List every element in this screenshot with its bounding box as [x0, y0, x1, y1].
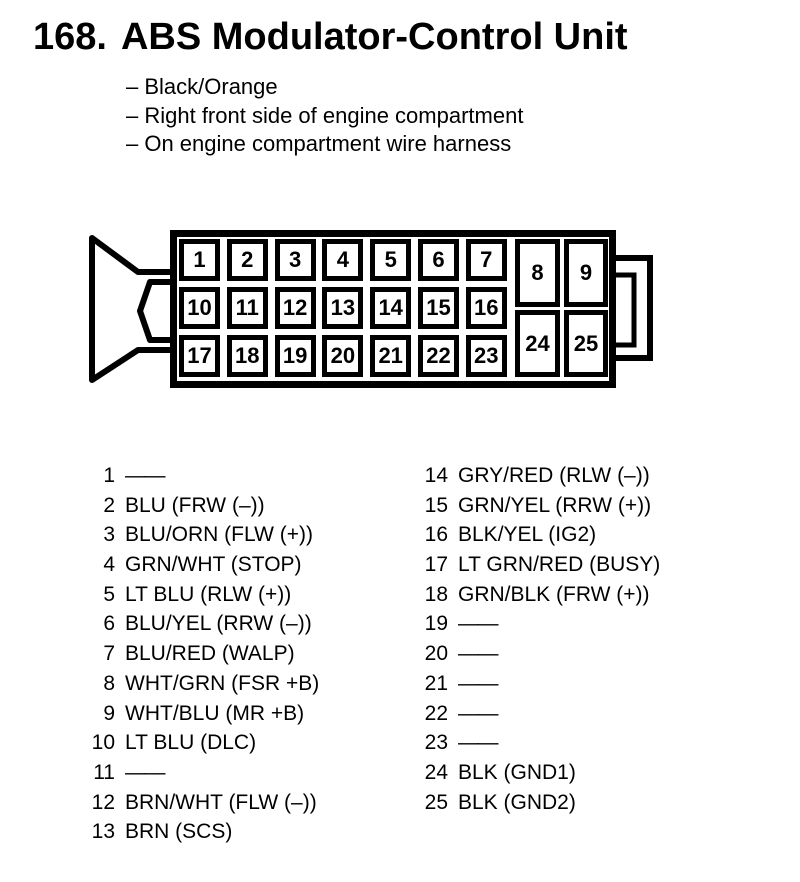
pin-number: 3 [103, 523, 115, 547]
pin-cell-10: 10 [179, 287, 220, 329]
pin-row-24 [419, 761, 660, 791]
pin-label: WHT/BLU (MR +B) [125, 701, 305, 725]
page-title [33, 16, 628, 59]
pin-cell-15: 15 [418, 287, 459, 329]
pin-label: LT BLU (DLC) [125, 731, 257, 755]
pin-label: —— [125, 464, 164, 487]
pin-row-7 [86, 642, 319, 672]
pin-cell-21: 21 [370, 335, 411, 377]
pin-cell-12: 12 [275, 287, 316, 329]
pin-cell-8: 8 [515, 239, 560, 307]
pin-label: BLK/YEL (IG2) [458, 523, 597, 547]
pin-row-22 [419, 702, 660, 732]
section-title: ABS Modulator-Control Unit [120, 16, 628, 58]
pin-cell-2: 2 [227, 239, 268, 281]
pin-cell-4: 4 [322, 239, 363, 281]
pin-cell-23: 23 [466, 335, 507, 377]
pin-number: 20 [424, 642, 448, 666]
pin-row-13 [86, 820, 319, 850]
pin-row-5 [86, 583, 319, 613]
pin-number: 6 [103, 612, 115, 636]
pin-row-2 [86, 494, 319, 524]
pin-number: 12 [91, 790, 115, 814]
note-line: – On engine compartment wire harness [126, 131, 512, 156]
pin-row-25 [419, 791, 660, 821]
pin-number: 9 [103, 701, 115, 725]
pin-label: GRY/RED (RLW (–)) [458, 464, 650, 487]
pin-number: 14 [424, 464, 448, 487]
pin-cell-11: 11 [227, 287, 268, 329]
pin-row-12 [86, 791, 319, 821]
pin-cell-13: 13 [322, 287, 363, 329]
pin-number: 23 [424, 731, 448, 755]
pin-cell-3: 3 [275, 239, 316, 281]
pin-number: 2 [103, 493, 115, 517]
pin-cell-25: 25 [564, 310, 608, 377]
pin-number: 17 [424, 553, 448, 577]
pin-number: 16 [424, 523, 448, 547]
pin-row-21 [419, 672, 660, 702]
pin-label: GRN/WHT (STOP) [125, 553, 302, 577]
pin-row-3 [86, 523, 319, 553]
pin-cell-7: 7 [466, 239, 507, 281]
pin-number: 1 [103, 464, 115, 487]
pin-label: BLK (GND1) [458, 760, 576, 784]
connector-notes [126, 73, 523, 159]
pin-row-4 [86, 553, 319, 583]
pin-row-9 [86, 702, 319, 732]
pin-label: —— [458, 731, 497, 755]
wire-funnel-icon [92, 238, 178, 380]
pin-row-10 [86, 731, 319, 761]
pin-label: BRN (SCS) [125, 820, 233, 844]
pin-label: —— [458, 671, 497, 695]
pin-label: BLU/YEL (RRW (–)) [125, 612, 312, 636]
pin-label: —— [458, 612, 497, 636]
pin-row-8 [86, 672, 319, 702]
pin-label: —— [125, 760, 164, 784]
pin-cell-18: 18 [227, 335, 268, 377]
pin-label: BRN/WHT (FLW (–)) [125, 790, 317, 814]
pin-number: 24 [424, 760, 448, 784]
pin-label: —— [458, 642, 497, 666]
pin-label: BLU/RED (WALP) [125, 642, 295, 666]
pin-row-15 [419, 494, 660, 524]
note-line: – Black/Orange [126, 74, 278, 99]
pin-number: 22 [424, 701, 448, 725]
pin-label: BLU (FRW (–)) [125, 493, 265, 517]
pin-cell-1: 1 [179, 239, 220, 281]
pin-cell-6: 6 [418, 239, 459, 281]
pin-row-19 [419, 612, 660, 642]
pin-row-6 [86, 612, 319, 642]
pin-cell-14: 14 [370, 287, 411, 329]
pin-row-16 [419, 523, 660, 553]
pin-row-20 [419, 642, 660, 672]
pin-label: GRN/BLK (FRW (+)) [458, 582, 650, 606]
pin-row-23 [419, 731, 660, 761]
pin-row-18 [419, 583, 660, 613]
pin-list-left [86, 464, 319, 850]
pin-label: WHT/GRN (FSR +B) [125, 671, 320, 695]
pin-number: 21 [424, 671, 448, 695]
pin-label: BLK (GND2) [458, 790, 576, 814]
pin-label: —— [458, 701, 497, 725]
pin-number: 18 [424, 582, 448, 606]
pin-number: 15 [424, 493, 448, 517]
pin-cell-17: 17 [179, 335, 220, 377]
pin-cell-24: 24 [515, 310, 560, 377]
pin-cell-16: 16 [466, 287, 507, 329]
pin-cell-5: 5 [370, 239, 411, 281]
connector-diagram [88, 226, 658, 394]
pin-number: 25 [424, 790, 448, 814]
note-line: – Right front side of engine compartment [126, 102, 524, 128]
pin-number: 13 [91, 820, 115, 844]
pin-cell-22: 22 [418, 335, 459, 377]
pin-number: 7 [103, 642, 115, 666]
pin-cell-9: 9 [564, 239, 608, 307]
pin-label: LT BLU (RLW (+)) [125, 582, 292, 606]
pin-row-1 [86, 464, 319, 494]
pin-row-11 [86, 761, 319, 791]
pin-row-17 [419, 553, 660, 583]
pin-label: GRN/YEL (RRW (+)) [458, 493, 652, 517]
pin-number: 10 [91, 731, 115, 755]
pin-label: LT GRN/RED (BUSY) [458, 553, 661, 577]
pin-number: 11 [93, 760, 115, 784]
pin-label: BLU/ORN (FLW (+)) [125, 523, 314, 547]
connector-body [170, 230, 616, 388]
pin-cell-20: 20 [322, 335, 363, 377]
pin-number: 4 [103, 553, 115, 577]
section-number: 168. [33, 16, 107, 58]
pin-list-right [419, 464, 660, 820]
pin-number: 5 [103, 582, 115, 606]
pin-number: 8 [103, 671, 115, 695]
pin-row-14 [419, 464, 660, 494]
pin-cell-19: 19 [275, 335, 316, 377]
pin-number: 19 [424, 612, 448, 636]
